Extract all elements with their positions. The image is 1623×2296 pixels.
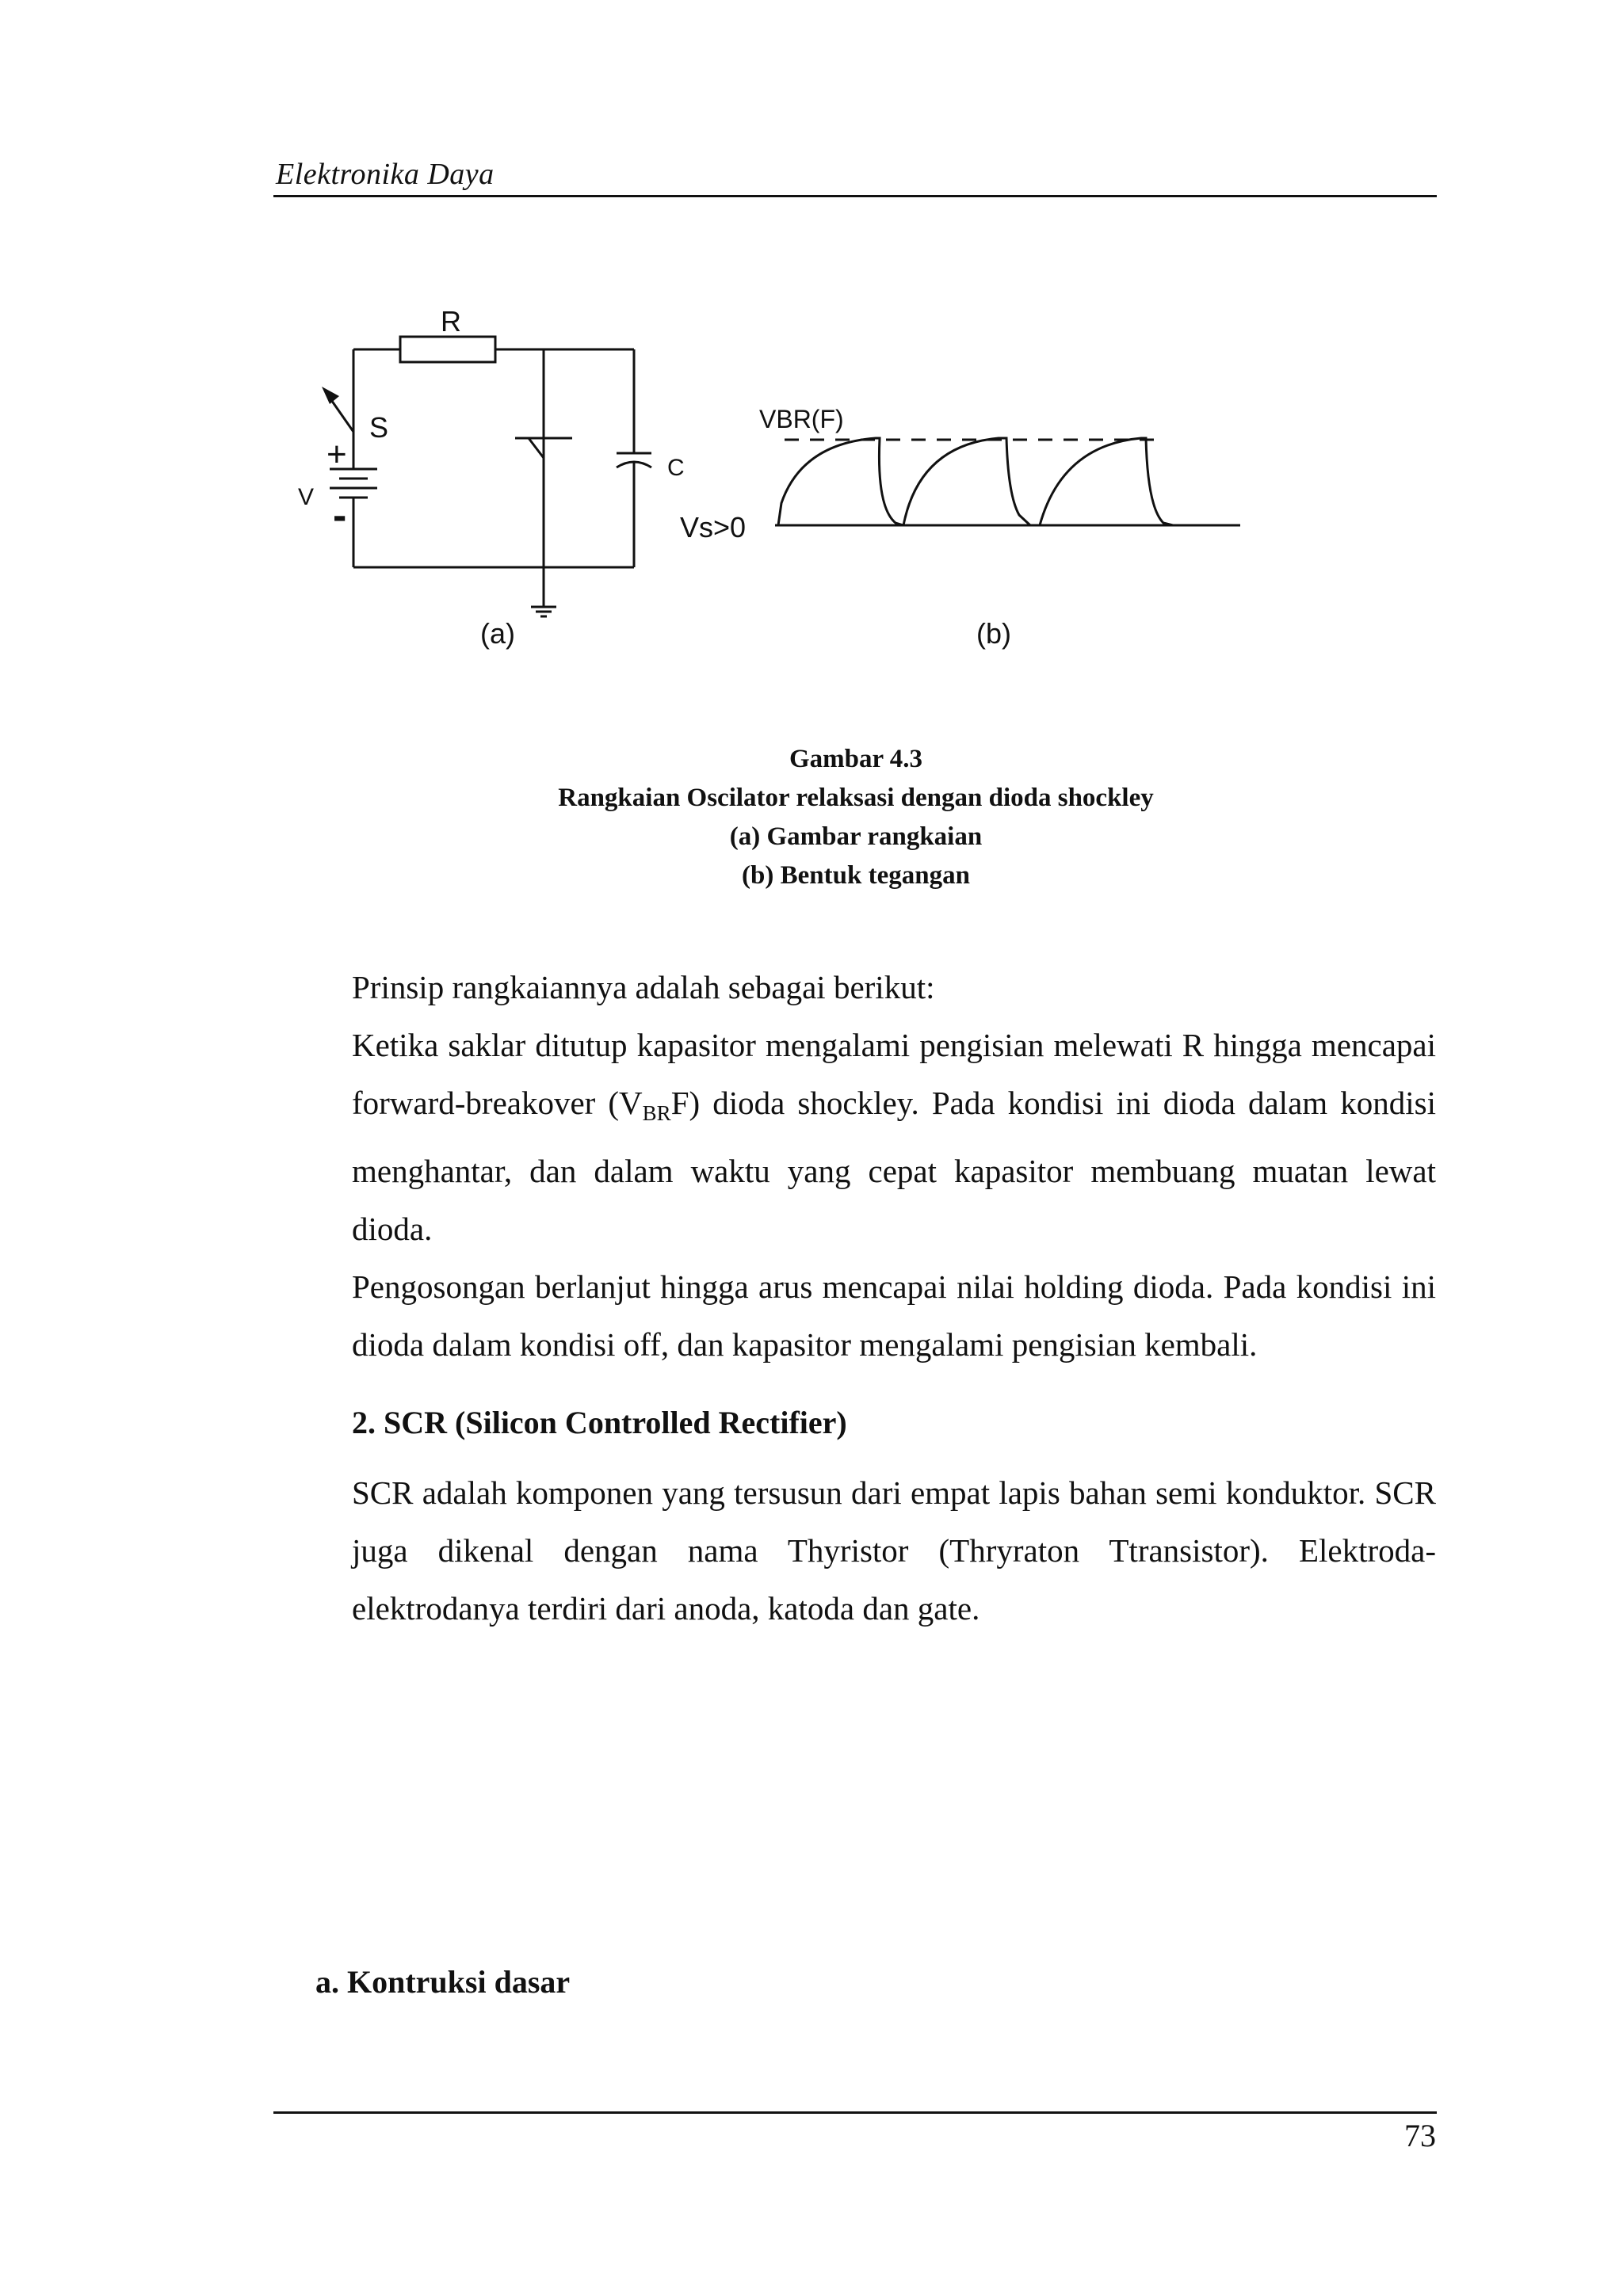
principle-line-2 [352,1074,1436,1142]
switch-blade [330,398,353,432]
principle-intro: Prinsip rangkaiannya adalah sebagai berikut: [352,969,935,1005]
running-header: Elektronika Daya [276,158,495,191]
principle-line-2-start: forward-breakover (V [352,1085,643,1121]
principle-line-5: dioda dalam kondisi off, dan kapasitor mengalami pengisian kembali. [352,1326,1258,1363]
waveform-cycle-1 [778,438,903,525]
figure-4-3 [0,0,1623,697]
scr-paragraph [352,1464,1436,1638]
principle-paragraph [352,959,1436,1374]
figure-caption-number: Gambar 4.3 [789,745,923,773]
panel-a-label: (a) [480,617,515,650]
footer-rule [273,2111,1437,2114]
panel-b-label: (b) [976,617,1011,650]
vbr-subscript: BR [642,1101,671,1125]
circuit-diagram [322,337,651,616]
diode-slant [529,438,544,458]
figure-caption-part-a: (a) Gambar rangkaian [729,822,983,851]
figure-caption-title: Rangkaian Oscilator relaksasi dengan dioda shockley [558,784,1154,812]
figure-caption-part-b: (b) Bentuk tegangan [742,861,970,890]
principle-line-2-end: F) dioda shockley. Pada kondisi ini dioda dalam kondisi [670,1085,1436,1121]
switch-label: S [369,411,389,444]
plus-label: + [327,435,347,474]
principle-line-1: Ketika saklar ditutup kapasitor mengalami pengisian melewati R hingga mencapai [352,1027,1436,1063]
threshold-label: VBR(F) [759,405,844,433]
scr-line-1: SCR adalah komponen yang tersusun dari empat lapis bahan semi konduktor. SCR [352,1474,1436,1511]
subsection-heading-kontruksi: a. Kontruksi dasar [315,1964,571,2000]
minus-label: - [333,493,347,539]
waveform-cycle-3 [1040,438,1173,525]
section-heading-scr: 2. SCR (Silicon Controlled Rectifier) [352,1405,847,1440]
principle-line-4: Pengosongan berlanjut hingga arus mencapai nilai holding dioda. Pada kondisi ini [352,1268,1436,1305]
resistor-symbol [400,337,495,362]
source-label: V [298,484,315,510]
condition-label: Vs>0 [680,511,747,543]
scr-line-2: juga dikenal dengan nama Thyristor (Thryraton Ttransistor). Elektroda- [352,1532,1436,1569]
resistor-label: R [441,305,461,338]
waveform-cycle-2 [903,438,1030,525]
principle-line-3: menghantar, dan dalam waktu yang cepat kapasitor membuang muatan lewat dioda. [352,1153,1436,1247]
capacitor-label: C [667,455,685,481]
waveform [775,438,1240,525]
scr-line-3: elektrodanya terdiri dari anoda, katoda dan gate. [352,1590,980,1627]
page-number: 73 [1404,2118,1436,2153]
figure-drawing [0,0,1623,697]
switch-arrow-icon [322,387,339,404]
